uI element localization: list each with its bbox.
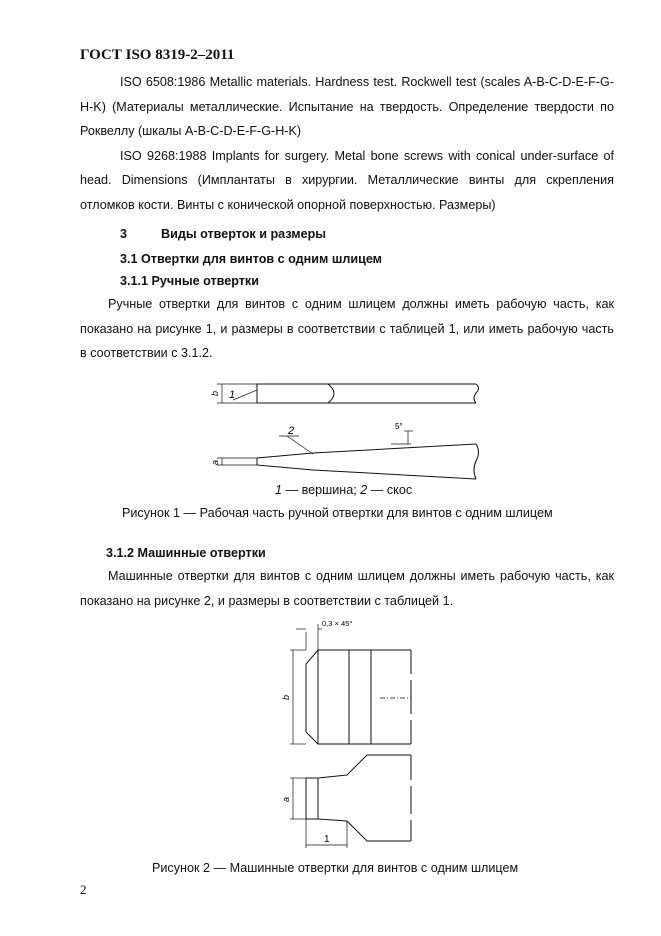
fig1-side-view-break [474, 444, 479, 479]
fig1-label-b: b [210, 390, 220, 396]
fig1-legend-1-num: 1 [275, 483, 283, 497]
section-3-1-2-body [80, 564, 614, 613]
fig1-legend-1-text: — вершина; [282, 483, 361, 497]
fig2-chamfer-label: 0,3 × 45° [322, 619, 353, 628]
reference-iso-6508: ISO 6508:1986 Metallic materials. Hardness test. Rockwell test (scales A-B-C-D-E-F-G-H-K) (Материалы металлические. Испытание на твердость. Определение твердости по Роквеллу (шкалы A-B-C-D-E-F-G-H-K) [80, 75, 614, 138]
section-3-1-1-title: 3.1.1 Ручные отвертки [120, 274, 259, 288]
fig1-legend-2-text: — скос [367, 483, 413, 497]
section-3-1-1-paragraph: Ручные отвертки для винтов с одним шлицем должны иметь рабочую часть, как показано на рисунке 1, и размеры в соответствии с таблицей 1, или иметь рабочую часть в соответствии с 3.1.2. [80, 297, 614, 360]
figure-1-drawing [195, 370, 485, 485]
fig1-top-view-break [474, 384, 479, 403]
figure-1-caption: Рисунок 1 — Рабочая часть ручной отвертки для винтов с одним шлицем [122, 506, 553, 520]
fig1-angle-label: 5° [395, 422, 403, 431]
references-block [80, 70, 614, 217]
fig1-label-a: a [210, 459, 220, 465]
section-3-1-2-paragraph: Машинные отвертки для винтов с одним шлицем должны иметь рабочую часть, как показано на рисунке 2, и размеры в соответствии с таблицей 1. [80, 569, 614, 608]
page-number: 2 [80, 882, 87, 897]
reference-iso-9268: ISO 9268:1988 Implants for surgery. Metal bone screws with conical under-surface of head. Dimensions (Имплантаты в хирургии. Металлические винты для скрепления отломков кости. Винты с конической опорной поверхностью. Размеры) [80, 148, 614, 212]
fig2-top-view-outline [306, 650, 411, 744]
fig2-label-a: a [281, 796, 291, 802]
section-3-title: Виды отверток и размеры [161, 227, 327, 241]
fig1-top-view-outline [257, 384, 476, 403]
section-3-1-2-title: 3.1.2 Машинные отвертки [106, 546, 266, 560]
fig1-legend-2-num: 2 [360, 483, 368, 497]
fig1-side-view-outline [257, 444, 476, 479]
fig1-top-view-curve [328, 384, 334, 403]
fig2-label-b: b [281, 694, 291, 700]
section-3-number: 3 [120, 227, 128, 241]
fig2-dim-1: 1 [324, 834, 330, 845]
figure-1-legend [275, 482, 412, 499]
section-3-1-title: 3.1 Отвертки для винтов с одним шлицем [120, 252, 382, 266]
fig1-callout-2: 2 [288, 425, 295, 437]
figure-2-caption: Рисунок 2 — Машинные отвертки для винтов с одним шлицем [152, 861, 519, 875]
figure-2-drawing [270, 614, 430, 854]
fig2-side-view-outline [306, 755, 411, 841]
section-3-1-1-body [80, 292, 614, 366]
fig1-callout-1: 1 [229, 389, 236, 401]
standard-header: ГОСТ ISO 8319-2–2011 [80, 47, 235, 63]
